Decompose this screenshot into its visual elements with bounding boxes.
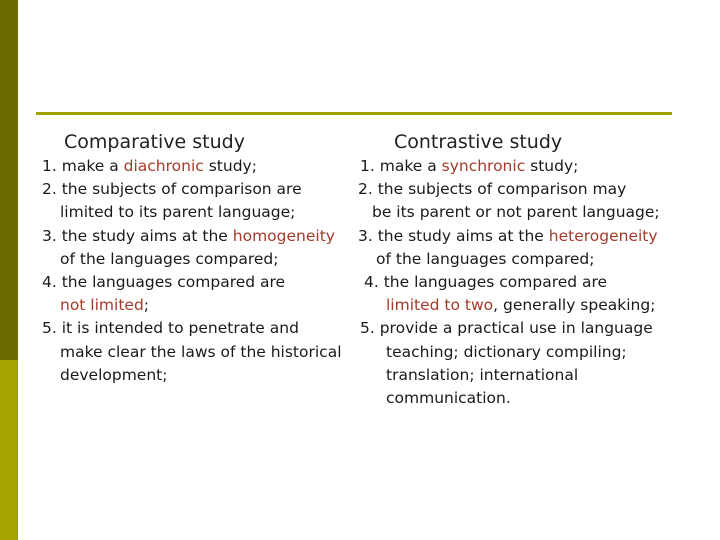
comparative-study-list xyxy=(42,155,342,387)
comparative-study-heading: Comparative study xyxy=(64,131,245,153)
highlighted-term: homogeneity xyxy=(232,226,335,245)
right-list-line xyxy=(358,271,660,294)
line-text: of the languages compared; xyxy=(376,249,595,268)
left-list-line xyxy=(42,155,342,178)
left-list-line xyxy=(42,225,342,248)
left-list-line xyxy=(42,341,342,364)
right-list-line xyxy=(358,317,660,340)
left-list-line xyxy=(42,248,342,271)
line-text: study; xyxy=(203,157,257,175)
left-list-line xyxy=(42,178,342,201)
right-list-line xyxy=(358,248,660,271)
line-text: translation; international xyxy=(386,365,579,384)
line-text: , generally speaking; xyxy=(493,296,656,315)
right-list-line xyxy=(358,155,660,178)
line-text: 3. the study aims at the xyxy=(358,226,549,245)
line-text: 3. the study aims at the xyxy=(42,226,233,245)
line-text: ; xyxy=(143,296,150,315)
line-text: 1. make a xyxy=(42,157,124,175)
line-text: 4. the languages compared are xyxy=(364,272,608,291)
right-list-line xyxy=(358,341,660,364)
line-text: 4. the languages compared are xyxy=(42,272,286,291)
right-list-line xyxy=(358,387,660,410)
right-list-line xyxy=(358,294,660,317)
highlighted-term: heterogeneity xyxy=(548,226,658,245)
contrastive-study-list xyxy=(358,155,660,410)
highlighted-term: limited to two xyxy=(386,296,494,315)
highlighted-term: diachronic xyxy=(123,157,204,175)
contrastive-study-heading: Contrastive study xyxy=(394,131,563,153)
line-text: be its parent or not parent language; xyxy=(372,203,660,222)
highlighted-term: synchronic xyxy=(441,157,526,175)
line-text: communication. xyxy=(386,388,511,407)
left-list-line xyxy=(42,271,342,294)
line-text: 2. the subjects of comparison may xyxy=(358,180,627,199)
left-list-line xyxy=(42,294,342,317)
line-text: development; xyxy=(60,365,168,384)
line-text: 1. make a xyxy=(360,157,442,175)
right-list-line xyxy=(358,364,660,387)
left-list-line xyxy=(42,201,342,224)
line-text: 5. provide a practical use in language xyxy=(360,319,653,338)
right-list-line xyxy=(358,178,660,201)
left-list-line xyxy=(42,364,342,387)
left-list-line xyxy=(42,317,342,340)
line-text: teaching; dictionary compiling; xyxy=(386,342,627,361)
left-accent-bar-light xyxy=(0,360,18,540)
title-divider xyxy=(36,112,672,115)
line-text: of the languages compared; xyxy=(60,249,279,268)
left-accent-bar-dark xyxy=(0,0,18,360)
highlighted-term: not limited xyxy=(60,296,144,315)
line-text: limited to its parent language; xyxy=(60,203,296,222)
line-text: 5. it is intended to penetrate and xyxy=(42,319,299,338)
right-list-line xyxy=(358,225,660,248)
right-list-line xyxy=(358,201,660,224)
line-text: 2. the subjects of comparison are xyxy=(42,180,302,199)
line-text: make clear the laws of the historical xyxy=(60,342,342,361)
line-text: study; xyxy=(525,157,579,175)
